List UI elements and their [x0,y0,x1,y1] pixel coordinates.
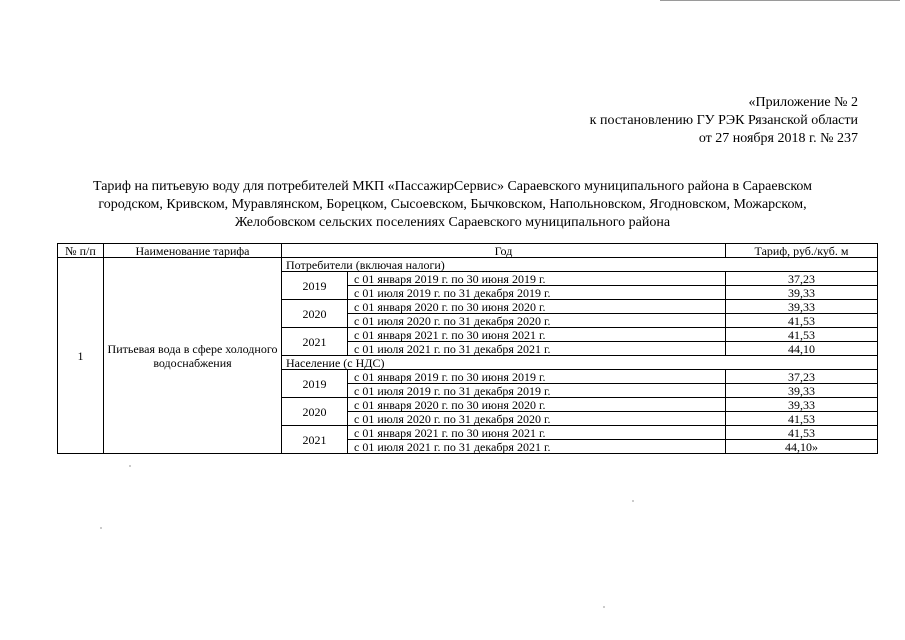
value-cell: 39,33 [726,300,878,314]
group-label: Население (с НДС) [282,356,878,370]
scan-speck [129,465,131,467]
year-cell: 2020 [282,300,348,328]
value-cell: 44,10» [726,440,878,454]
table-header-row [58,244,878,258]
period-cell: с 01 июля 2020 г. по 31 декабря 2020 г. [348,412,726,426]
year-cell: 2021 [282,426,348,454]
title-line: городском, Кривском, Муравлянском, Борецком, Сысоевском, Бычковском, Напольновском, Ягодновском, Можарском, [98,197,807,212]
value-cell: 39,33 [726,384,878,398]
period-cell: с 01 июля 2019 г. по 31 декабря 2019 г. [348,384,726,398]
tariff-name: Питьевая вода в сфере холодного водоснабжения [104,258,282,454]
value-cell: 44,10 [726,342,878,356]
period-cell: с 01 января 2020 г. по 30 июня 2020 г. [348,300,726,314]
scan-speck [632,500,634,502]
period-cell: с 01 января 2021 г. по 30 июня 2021 г. [348,426,726,440]
year-cell: 2019 [282,370,348,398]
period-cell: с 01 июля 2019 г. по 31 декабря 2019 г. [348,286,726,300]
value-cell: 39,33 [726,398,878,412]
header-tariff-name: Наименование тарифа [104,244,282,258]
value-cell: 37,23 [726,370,878,384]
year-cell: 2020 [282,398,348,426]
period-cell: с 01 января 2019 г. по 30 июня 2019 г. [348,272,726,286]
appendix-line: от 27 ноября 2018 г. № 237 [698,131,858,146]
value-cell: 41,53 [726,328,878,342]
year-cell: 2021 [282,328,348,356]
value-cell: 41,53 [726,412,878,426]
value-cell: 39,33 [726,286,878,300]
title-line: Тариф на питьевую воду для потребителей МКП «ПассажирСервис» Сараевского муниципального района в Сараевском [93,179,812,194]
header-tariff-value: Тариф, руб./куб. м [726,244,878,258]
appendix-line: «Приложение № 2 [748,95,858,110]
period-cell: с 01 января 2020 г. по 30 июня 2020 г. [348,398,726,412]
tariff-table [57,243,878,454]
title-line: Желобовском сельских поселениях Сараевского муниципального района [234,215,671,230]
header-year: Год [282,244,726,258]
value-cell: 41,53 [726,426,878,440]
header-number: № п/п [58,244,104,258]
top-rule [660,0,900,1]
period-cell: с 01 января 2019 г. по 30 июня 2019 г. [348,370,726,384]
value-cell: 41,53 [726,314,878,328]
row-number: 1 [58,258,104,454]
period-cell: с 01 января 2021 г. по 30 июня 2021 г. [348,328,726,342]
scan-speck [603,606,605,608]
appendix-header [590,94,858,148]
period-cell: с 01 июля 2020 г. по 31 декабря 2020 г. [348,314,726,328]
year-cell: 2019 [282,272,348,300]
table-row [58,258,878,272]
scan-speck [100,527,102,529]
appendix-line: к постановлению ГУ РЭК Рязанской области [589,113,858,128]
value-cell: 37,23 [726,272,878,286]
period-cell: с 01 июля 2021 г. по 31 декабря 2021 г. [348,440,726,454]
period-cell: с 01 июля 2021 г. по 31 декабря 2021 г. [348,342,726,356]
group-label: Потребители (включая налоги) [282,258,878,272]
document-title [55,178,850,232]
